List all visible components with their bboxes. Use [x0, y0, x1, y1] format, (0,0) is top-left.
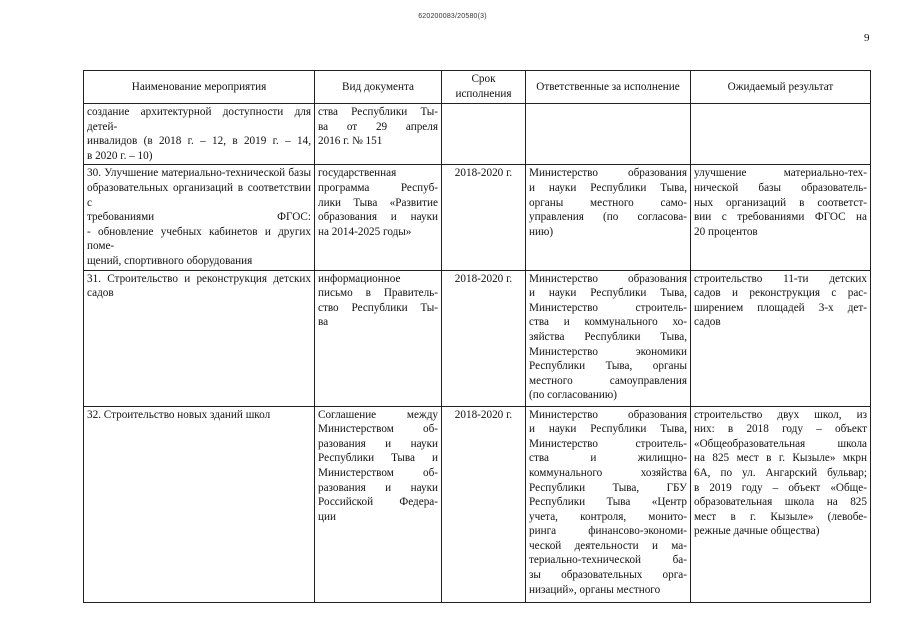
cell-text-line: разования и науки: [318, 437, 438, 450]
cell-term: [442, 104, 526, 165]
cell-text-line: информационное: [318, 272, 401, 285]
cell-text-line: управления (по согласова-: [529, 211, 687, 224]
cell-text-line: ства и жилищно-: [529, 452, 687, 465]
table-row: [84, 165, 871, 270]
cell-text-line: вии с требованиями ФГОС на: [694, 211, 867, 224]
cell-document: [315, 406, 442, 602]
cell-text-line: Соглашение между: [318, 408, 438, 421]
cell-text-line: Республики Тыва, ГБУ: [529, 481, 687, 494]
document-id: 620200083/20580(3): [418, 13, 487, 20]
cell-text-line: ширением площадей 3-х дет-: [694, 301, 867, 314]
cell-term: 2018-2020 г.: [442, 270, 526, 406]
cell-text-line: коммунального хозяйства: [529, 466, 687, 479]
cell-text-line: Министерство образования: [529, 272, 687, 285]
col-header-document: Вид документа: [315, 71, 442, 104]
cell-text-line: Министерство строитель-: [529, 301, 687, 314]
cell-text-line: садов: [694, 316, 721, 329]
cell-text-line: в 2019 году – объект «Обще-: [694, 481, 867, 494]
cell-document: [315, 104, 442, 165]
cell-text-line: образовательная школа на 825: [694, 496, 867, 509]
cell-result: [691, 104, 871, 165]
cell-text-line: и науки Республики Тыва,: [529, 287, 687, 300]
cell-responsible: [526, 406, 691, 602]
cell-text-line: местного самоуправления: [529, 374, 687, 387]
table-header: [84, 71, 871, 104]
cell-text-line: письмо в Правитель-: [318, 287, 438, 300]
cell-text-line: ство Республики Ты-: [318, 301, 438, 314]
cell-text-line: строительство 11-ти детских: [694, 272, 867, 285]
cell-text-line: ческой деятельности и ма-: [529, 539, 687, 552]
cell-text-line: низаций», органы местного: [529, 583, 661, 596]
cell-text-line: щений, спортивного оборудования: [87, 254, 253, 267]
cell-text-line: садов и реконструкция с рас-: [694, 287, 867, 300]
cell-text-line: режные дачные общества): [694, 525, 820, 538]
cell-text-line: них: в 2018 году – объект: [694, 423, 867, 436]
table-row: [84, 270, 871, 406]
cell-text-line: образования и науки: [318, 211, 438, 224]
cell-text-line: Республики Тыва «Центр: [529, 496, 687, 509]
cell-text-line: нической базы образователь-: [694, 181, 867, 194]
cell-text-line: улучшение материально-тех-: [694, 167, 867, 180]
cell-text-line: Российской Федера-: [318, 496, 438, 509]
cell-text-line: Министерство образования: [529, 408, 687, 421]
cell-text-line: разования и науки: [318, 481, 438, 494]
cell-text-line: «Общеобразовательная школа: [694, 437, 867, 450]
table-body: [84, 104, 871, 603]
cell-text-line: нию): [529, 225, 554, 238]
cell-text-line: 6А, по ул. Ангарский бульвар;: [694, 466, 867, 479]
cell-text-line: ва: [318, 316, 329, 329]
cell-text-line: на 825 мест в г. Кызыле» мкрн: [694, 452, 867, 465]
cell-responsible: [526, 270, 691, 406]
cell-text-line: ва от 29 апреля: [318, 120, 438, 133]
cell-text-line: 20 процентов: [694, 225, 758, 238]
cell-document: [315, 165, 442, 270]
cell-text-line: мест в г. Кызыле» (левобе-: [694, 510, 867, 523]
cell-result: [691, 165, 871, 270]
cell-text-line: 31. Строительство и реконструкция детских садов: [87, 272, 311, 300]
cell-text-line: создание архитектурной доступности для детей-: [87, 106, 311, 133]
cell-activity: [84, 270, 315, 406]
cell-text-line: ства Республики Ты-: [318, 106, 438, 118]
col-header-responsible: Ответственные за исполнение: [526, 71, 691, 104]
cell-text-line: ства и коммунального хо-: [529, 316, 687, 329]
cell-activity: [84, 406, 315, 602]
cell-text-line: Министерством об-: [318, 423, 438, 436]
cell-text-line: териально-технической ба-: [529, 554, 687, 567]
cell-text-line: программа Респуб-: [318, 181, 438, 194]
cell-text-line: зяйства Республики Тыва,: [529, 330, 687, 343]
cell-text-line: 32. Строительство новых зданий школ: [87, 408, 271, 421]
cell-text-line: 30. Улучшение материально-технической базы: [87, 167, 311, 180]
cell-text-line: органы местного само-: [529, 196, 687, 209]
cell-text-line: зы образовательных орга-: [529, 569, 687, 582]
col-header-activity: Наименование мероприятия: [84, 71, 315, 104]
cell-text-line: - обновление учебных кабинетов и других поме-: [87, 225, 311, 253]
cell-text-line: учета, контроля, монито-: [529, 510, 687, 523]
cell-text-line: образовательных организаций в соответствии с: [87, 181, 311, 209]
cell-text-line: Министерство строитель-: [529, 437, 687, 450]
cell-text-line: ных организаций в соответст-: [694, 196, 867, 209]
cell-text-line: 2016 г. № 151: [318, 135, 383, 148]
cell-term: 2018-2020 г.: [442, 406, 526, 602]
cell-result: [691, 270, 871, 406]
cell-text-line: государственная: [318, 167, 397, 180]
cell-text-line: в 2020 г. – 10): [87, 149, 153, 162]
cell-text-line: на 2014-2025 годы»: [318, 225, 412, 238]
cell-text-line: Министерством об-: [318, 466, 438, 479]
cell-text-line: и науки Республики Тыва,: [529, 423, 687, 436]
cell-responsible: [526, 104, 691, 165]
table-row: [84, 104, 871, 165]
cell-responsible: [526, 165, 691, 270]
cell-document: [315, 270, 442, 406]
cell-text-line: Министерство экономики: [529, 345, 687, 358]
table-row: [84, 406, 871, 602]
cell-activity: [84, 104, 315, 165]
cell-text-line: ринга финансово-экономи-: [529, 525, 687, 538]
cell-text-line: строительство двух школ, из: [694, 408, 867, 421]
activities-table: [83, 70, 871, 603]
cell-text-line: Министерство образования: [529, 167, 687, 180]
cell-text-line: Республики Тыва, органы: [529, 360, 687, 373]
cell-text-line: Республики Тыва и: [318, 452, 438, 465]
cell-text-line: ции: [318, 510, 336, 523]
cell-text-line: требованиями ФГОС:: [87, 211, 311, 224]
cell-text-line: лики Тыва «Развитие: [318, 196, 438, 209]
cell-text-line: и науки Республики Тыва,: [529, 181, 687, 194]
cell-activity: [84, 165, 315, 270]
page-number: 9: [864, 32, 870, 44]
cell-text-line: (по согласованию): [529, 389, 617, 402]
col-header-result: Ожидаемый результат: [691, 71, 871, 104]
cell-result: [691, 406, 871, 602]
cell-term: 2018-2020 г.: [442, 165, 526, 270]
col-header-term: Срок исполнения: [442, 71, 526, 104]
cell-text-line: инвалидов (в 2018 г. – 12, в 2019 г. – 14,: [87, 135, 311, 148]
